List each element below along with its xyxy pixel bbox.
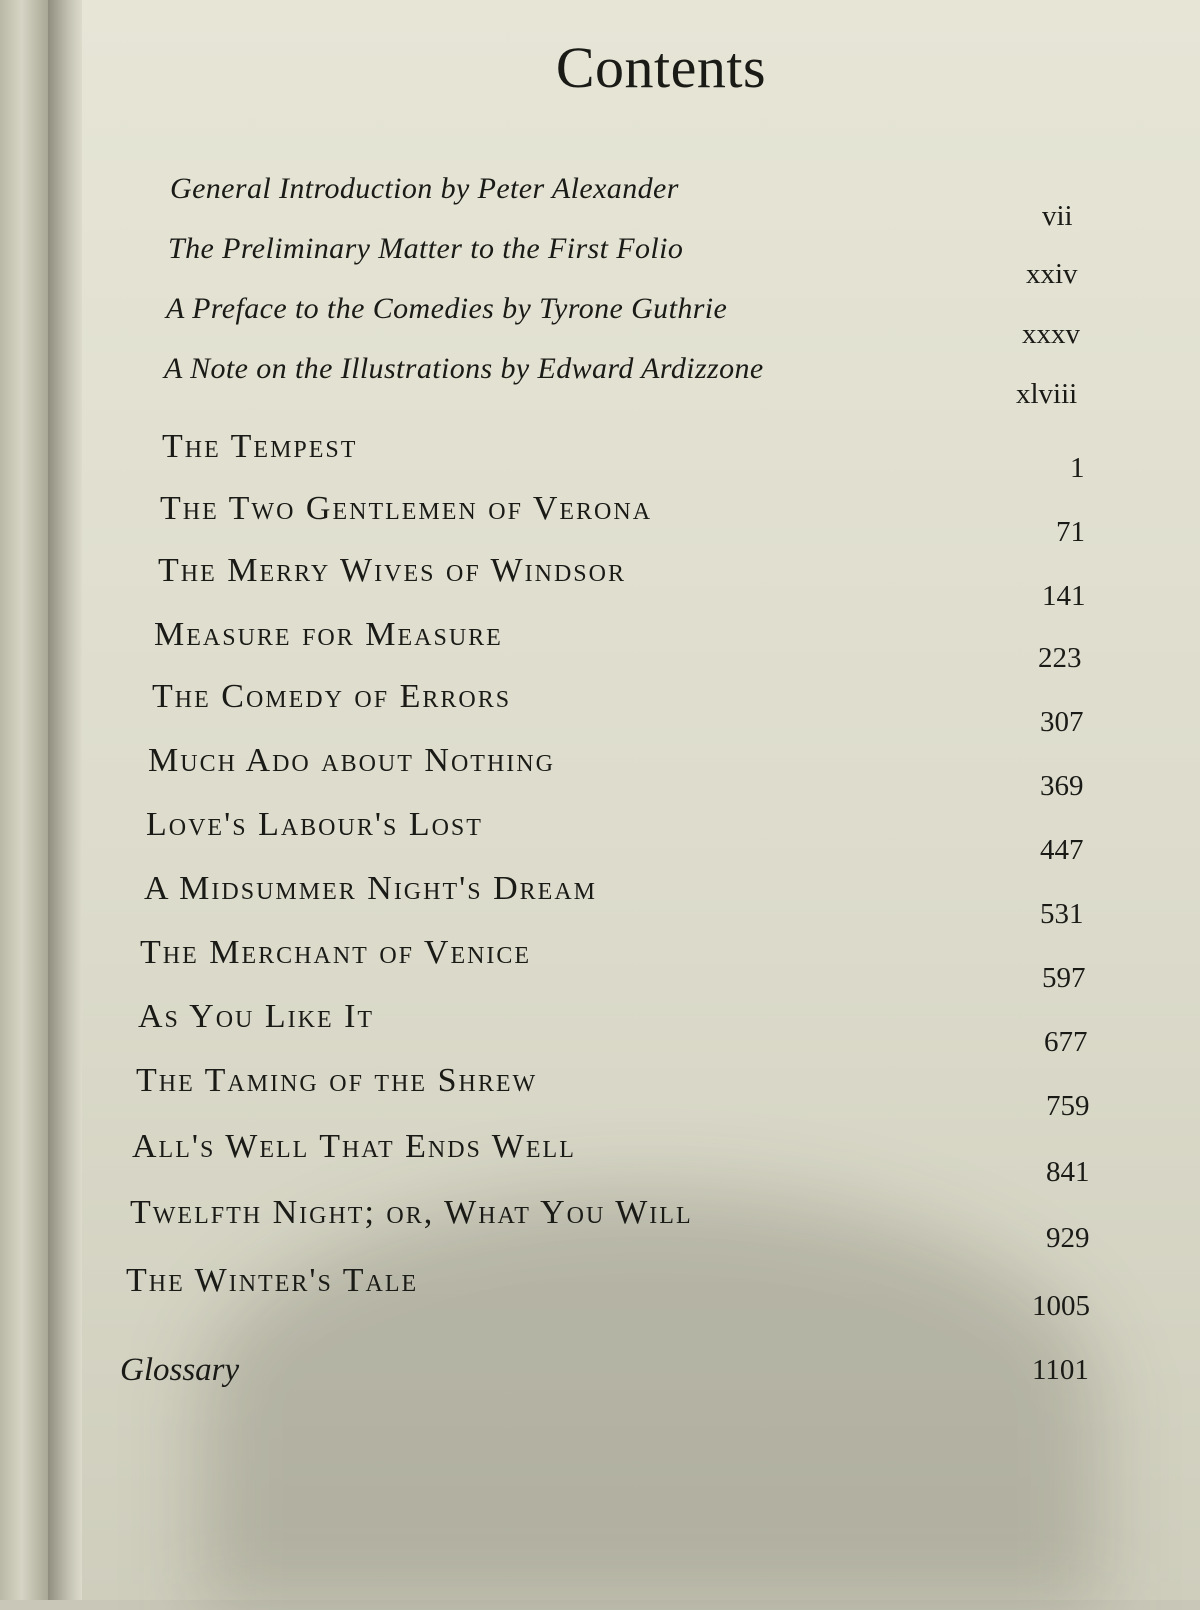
entry-title: The Comedy of Errors [152, 678, 512, 715]
entry-title: A Note on the Illustrations by Edward Ardizzone [164, 352, 764, 385]
contents-entry-play [160, 490, 1100, 548]
entry-title: Much Ado about Nothing [148, 742, 555, 779]
entry-page-number: 1005 [1032, 1290, 1090, 1322]
entry-title: General Introduction by Peter Alexander [170, 172, 679, 205]
entry-title: Glossary [120, 1352, 240, 1388]
entry-page-number: 223 [1038, 642, 1082, 674]
contents-entry-play [138, 998, 1088, 1058]
entry-page-number: 307 [1040, 706, 1084, 738]
contents-page [82, 0, 1200, 1600]
entry-page-number: xxxv [1022, 318, 1080, 350]
contents-entry-front-matter [166, 292, 1080, 350]
contents-entry-play [140, 934, 1086, 994]
entry-page-number: 929 [1046, 1222, 1090, 1254]
contents-entry-play [146, 806, 1086, 866]
entry-title: All's Well That Ends Well [132, 1128, 576, 1165]
entry-title: Measure for Measure [154, 616, 503, 653]
entry-title: A Midsummer Night's Dream [144, 870, 597, 907]
contents-entry-front-matter [164, 352, 1078, 410]
entry-title: The Taming of the Shrew [136, 1062, 538, 1099]
contents-entry-play [126, 1262, 1090, 1322]
contents-entry-play [132, 1128, 1090, 1188]
contents-entry-play [158, 552, 1098, 612]
entry-title: The Merry Wives of Windsor [158, 552, 626, 589]
entry-page-number: 71 [1056, 516, 1085, 548]
entry-title: A Preface to the Comedies by Tyrone Guthrie [166, 292, 728, 325]
entry-page-number: 1101 [1032, 1354, 1089, 1386]
contents-entry-front-matter [170, 172, 1080, 232]
entry-page-number: 841 [1046, 1156, 1090, 1188]
contents-entry-play [136, 1062, 1090, 1122]
entry-title: Twelfth Night; or, What You Will [130, 1194, 693, 1231]
entry-title: The Winter's Tale [126, 1262, 419, 1299]
contents-entry-play [152, 678, 1092, 738]
entry-page-number: vii [1042, 200, 1073, 232]
entry-title: The Merchant of Venice [140, 934, 532, 971]
book-spine-edge [0, 0, 48, 1600]
contents-entry-play [154, 616, 1094, 674]
contents-entry-play [144, 870, 1084, 930]
entry-title: The Preliminary Matter to the First Folio [168, 232, 684, 265]
entry-title: The Tempest [162, 428, 358, 465]
entry-page-number: 759 [1046, 1090, 1090, 1122]
entry-title: The Two Gentlemen of Verona [160, 490, 653, 527]
contents-entry-front-matter [168, 232, 1078, 290]
contents-entry-play [130, 1194, 1090, 1254]
entry-page-number: 141 [1042, 580, 1086, 612]
entry-page-number: xlviii [1016, 378, 1078, 410]
entry-page-number: 531 [1040, 898, 1084, 930]
entry-page-number: 677 [1044, 1026, 1088, 1058]
contents-entry-play [162, 428, 1102, 484]
page-title: Contents [555, 35, 767, 100]
entry-page-number: 447 [1040, 834, 1084, 866]
entry-page-number: xxiv [1026, 258, 1078, 290]
entry-page-number: 369 [1040, 770, 1084, 802]
entry-page-number: 1 [1070, 452, 1085, 484]
contents-entry-glossary [120, 1352, 1089, 1398]
entry-page-number: 597 [1042, 962, 1086, 994]
entry-title: Love's Labour's Lost [146, 806, 483, 843]
page-gutter [48, 0, 82, 1600]
entry-title: As You Like It [138, 998, 375, 1035]
contents-entry-play [148, 742, 1088, 802]
